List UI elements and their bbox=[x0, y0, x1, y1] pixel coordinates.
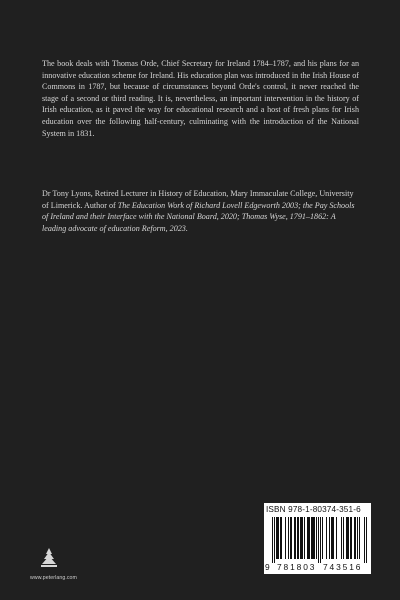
barcode-bar bbox=[297, 517, 298, 559]
barcode-bar bbox=[348, 517, 349, 559]
barcode-bar bbox=[272, 517, 273, 563]
barcode-bar bbox=[300, 517, 301, 559]
barcode-bar bbox=[347, 517, 348, 559]
barcode-bar bbox=[278, 517, 279, 559]
barcode-bar bbox=[355, 517, 356, 559]
barcode-bar bbox=[364, 517, 365, 563]
barcode-bar bbox=[354, 517, 355, 559]
barcode-bar bbox=[320, 517, 321, 563]
barcode-bar bbox=[346, 517, 347, 559]
barcode-bar bbox=[312, 517, 313, 559]
author-bio bbox=[42, 188, 360, 234]
author-works: The Education Work of Richard Lovell Edgeworth 2003; the Pay Schools of Ireland and their Interface with the National Board, 2020; Thomas Wyse, 1791–1862: A leading advocate of education Reform, 2023. bbox=[42, 200, 355, 233]
barcode-bar bbox=[304, 517, 305, 559]
barcode-bar bbox=[329, 517, 330, 559]
barcode-bar bbox=[291, 517, 292, 559]
peter-lang-logo-icon bbox=[38, 547, 60, 569]
publisher-website: www.peterlang.com bbox=[30, 575, 77, 581]
barcode-bar bbox=[331, 517, 332, 559]
barcode-bar bbox=[301, 517, 302, 559]
barcode-bar bbox=[302, 517, 303, 559]
barcode-bar bbox=[336, 517, 337, 559]
barcode-digits-left: 781803 bbox=[277, 562, 317, 572]
barcode-digit-first: 9 bbox=[265, 562, 270, 572]
barcode-bar bbox=[318, 517, 319, 563]
barcode-bar bbox=[357, 517, 358, 559]
barcode-bar bbox=[316, 517, 317, 559]
barcode-bar bbox=[277, 517, 278, 559]
barcode-bar bbox=[274, 517, 275, 563]
barcode-bar bbox=[280, 517, 281, 559]
barcode-bar bbox=[311, 517, 312, 559]
barcode-bar bbox=[314, 517, 315, 559]
barcode-bar bbox=[309, 517, 310, 559]
barcode-bar bbox=[351, 517, 352, 559]
barcode-bar bbox=[313, 517, 314, 559]
barcode-digits-right: 743516 bbox=[323, 562, 363, 572]
barcode-bar bbox=[366, 517, 367, 563]
barcode-bar bbox=[307, 517, 308, 559]
barcode-bar bbox=[295, 517, 296, 559]
barcode-bar bbox=[285, 517, 286, 559]
barcode-bar bbox=[276, 517, 277, 559]
author-bio-intro: Dr Tony Lyons, Retired Lecturer in History of Education, Mary Immaculate College, University of Limerick. Author of bbox=[42, 189, 354, 210]
barcode-bar bbox=[298, 517, 299, 559]
isbn-label: ISBN 978-1-80374-351-6 bbox=[266, 505, 361, 514]
barcode-bar bbox=[350, 517, 351, 559]
barcode-bar bbox=[308, 517, 309, 559]
barcode-bar bbox=[281, 517, 282, 559]
barcode-bar bbox=[333, 517, 334, 559]
barcode-bars bbox=[272, 517, 367, 563]
barcode-bar bbox=[332, 517, 333, 559]
barcode-bar bbox=[294, 517, 295, 559]
barcode-bar bbox=[359, 517, 360, 559]
barcode-bar bbox=[290, 517, 291, 559]
book-description: The book deals with Thomas Orde, Chief Secretary for Ireland 1784–1787, and his plans for an innovative education scheme for Ireland. His education plan was introduced in the Irish House of Commons in 1787, but because of circumstances beyond Orde's control, it never reached the stage of a second or third reading. It is, nevertheless, an important intervention in the history of Irish education, as it paved the way for educational research and a host of fresh plans for Irish education over the following half-century, culminating with the introduction of the National System in 1831. bbox=[42, 59, 359, 138]
barcode-bar bbox=[322, 517, 323, 559]
barcode-bar bbox=[343, 517, 344, 559]
barcode-bar bbox=[326, 517, 327, 559]
barcode-bar bbox=[288, 517, 289, 559]
barcode-bar bbox=[341, 517, 342, 559]
